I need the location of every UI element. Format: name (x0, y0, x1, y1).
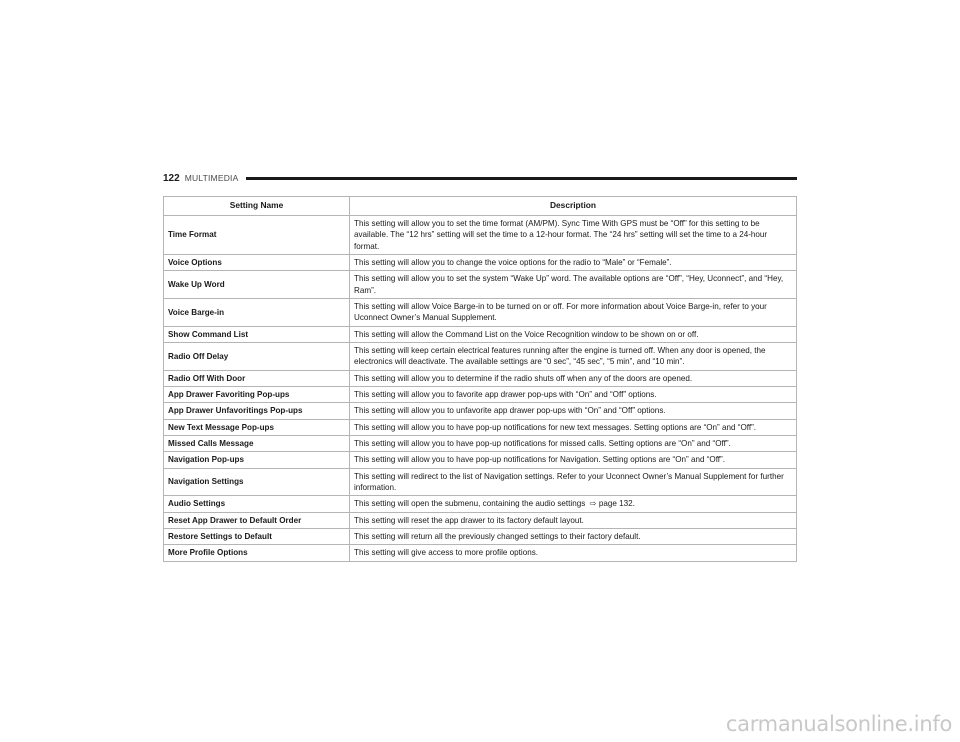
setting-name-cell: Audio Settings (164, 496, 350, 512)
setting-description-cell (350, 435, 797, 451)
table-row (164, 452, 797, 468)
setting-description-cell (350, 545, 797, 561)
description-text: This setting will redirect to the list of Navigation settings. Refer to your Uconnect Owner’s Manual Supplement for further information. (354, 471, 784, 492)
setting-name-cell: Radio Off With Door (164, 370, 350, 386)
table-header-row (164, 197, 797, 216)
setting-description-cell (350, 419, 797, 435)
description-text: This setting will keep certain electrical features running after the engine is turned off. When any door is opened, the electronics will deactivate. The available settings are “0 sec”, “45 sec”, “5 min”, and “10 min”. (354, 345, 766, 367)
setting-description-cell (350, 512, 797, 528)
column-header-setting-name: Setting Name (164, 197, 350, 216)
table-row (164, 512, 797, 528)
table-row (164, 468, 797, 496)
setting-description-cell (350, 528, 797, 544)
setting-description-cell (350, 468, 797, 496)
description-text: This setting will allow you to unfavorite app drawer pop-ups with “On” and “Off” options. (354, 406, 666, 416)
description-text: This setting will allow you to have pop-up notifications for new text messages. Setting options are “On” and “Off”. (354, 422, 757, 432)
setting-description-cell (350, 298, 797, 326)
setting-description-cell (350, 370, 797, 386)
setting-description-cell (350, 386, 797, 402)
table-row (164, 254, 797, 270)
settings-table (163, 196, 797, 562)
table-row (164, 545, 797, 561)
setting-description-cell (350, 271, 797, 299)
setting-name-cell: Restore Settings to Default (164, 528, 350, 544)
table-row (164, 342, 797, 370)
table-row (164, 528, 797, 544)
setting-description-cell (350, 216, 797, 255)
section-title: MULTIMEDIA (184, 173, 239, 183)
description-text: This setting will allow the Command List on the Voice Recognition window to be shown on or off. (354, 329, 699, 339)
table-row (164, 298, 797, 326)
setting-name-cell: Missed Calls Message (164, 435, 350, 451)
setting-name-cell: Navigation Pop-ups (164, 452, 350, 468)
setting-name-cell: Voice Barge-in (164, 298, 350, 326)
description-text: This setting will allow you to determine if the radio shuts off when any of the doors are opened. (354, 373, 693, 383)
setting-name-cell: Time Format (164, 216, 350, 255)
description-text: This setting will give access to more profile options. (354, 548, 538, 558)
column-header-description: Description (350, 197, 797, 216)
setting-name-cell: App Drawer Unfavoritings Pop-ups (164, 403, 350, 419)
table-row (164, 419, 797, 435)
setting-name-cell: Reset App Drawer to Default Order (164, 512, 350, 528)
description-text: This setting will allow you to have pop-up notifications for missed calls. Setting options are “On” and “Off”. (354, 438, 731, 448)
table-row (164, 326, 797, 342)
description-text: This setting will allow you to favorite app drawer pop-ups with “On” and “Off” options. (354, 389, 657, 399)
description-text: This setting will allow you to set the system “Wake Up” word. The available options are “Off”, “Hey, Uconnect”, and “Hey, Ram”. (354, 274, 784, 295)
table-body (164, 216, 797, 562)
description-text: This setting will allow you to have pop-up notifications for Navigation. Setting options are “On” and “Off”. (354, 455, 726, 465)
description-text: This setting will allow you to change the voice options for the radio to “Male” or “Female”. (354, 257, 672, 267)
table-row (164, 271, 797, 299)
description-text: This setting will open the submenu, containing the audio settings (354, 499, 586, 509)
setting-name-cell: Wake Up Word (164, 271, 350, 299)
description-text: This setting will reset the app drawer to its factory default layout. (354, 515, 584, 525)
page-header (163, 171, 797, 185)
setting-name-cell: More Profile Options (164, 545, 350, 561)
setting-description-cell (350, 254, 797, 270)
setting-name-cell: Voice Options (164, 254, 350, 270)
setting-name-cell: Radio Off Delay (164, 342, 350, 370)
description-text: This setting will allow Voice Barge-in to be turned on or off. For more information about Voice Barge-in, refer to your Uconnect Owner’s Manual Supplement. (354, 301, 767, 323)
setting-name-cell: New Text Message Pop-ups (164, 419, 350, 435)
table-row (164, 496, 797, 512)
page-number: 122 (163, 172, 180, 184)
page-reference-link[interactable]: page 132. (598, 499, 635, 509)
table-row (164, 386, 797, 402)
setting-name-cell: App Drawer Favoriting Pop-ups (164, 386, 350, 402)
table-row (164, 216, 797, 255)
setting-description-cell (350, 403, 797, 419)
table-row (164, 370, 797, 386)
setting-description-cell (350, 342, 797, 370)
table-row (164, 403, 797, 419)
setting-name-cell: Navigation Settings (164, 468, 350, 496)
description-text: This setting will return all the previously changed settings to their factory default. (354, 531, 641, 541)
setting-description-cell (350, 452, 797, 468)
setting-description-cell (350, 326, 797, 342)
setting-name-cell: Show Command List (164, 326, 350, 342)
page-reference-arrow-icon: ⇨ (589, 499, 597, 509)
header-rule (246, 177, 797, 180)
setting-description-cell (350, 496, 797, 512)
table-row (164, 435, 797, 451)
description-text: This setting will allow you to set the time format (AM/PM). Sync Time With GPS must be “Off” for this setting to be available. The “12 hrs” setting will set the time to a 12-hour format. The “24 hrs” setting will set the time to a 24-hour format. (354, 219, 768, 251)
watermark: carmanualsonline.info (725, 712, 952, 736)
